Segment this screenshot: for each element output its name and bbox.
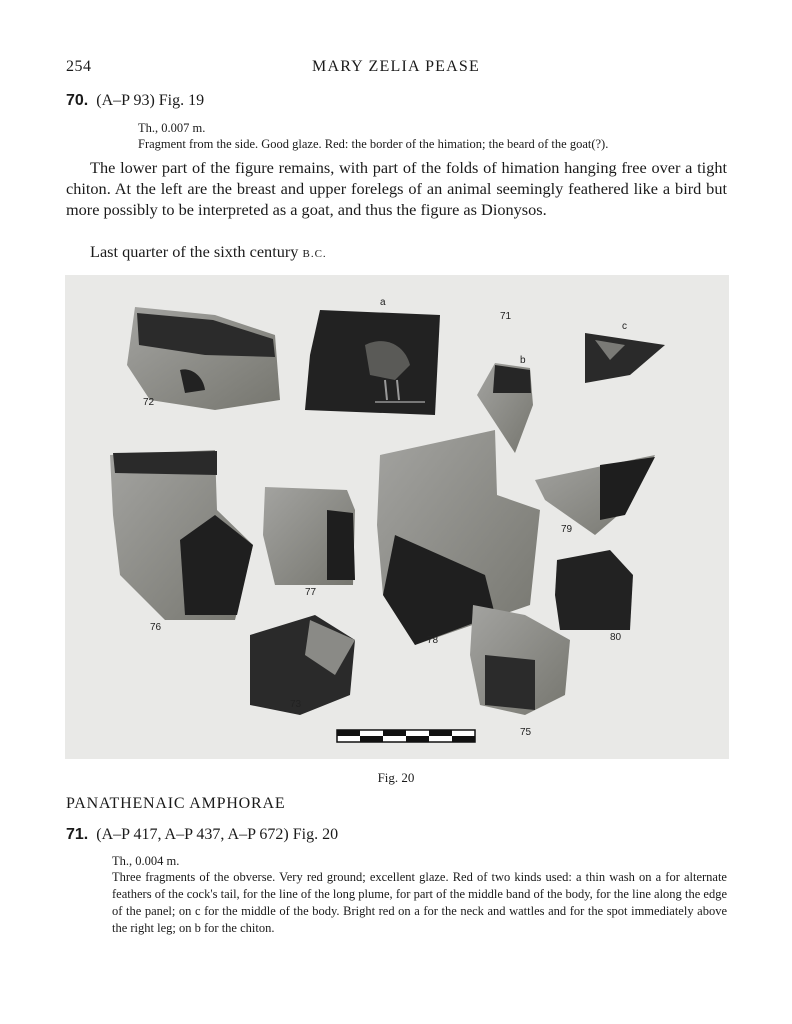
- section-title: PANATHENAIC AMPHORAE: [66, 795, 286, 812]
- entry-70-thickness: Th., 0.007 m.: [138, 121, 206, 135]
- label-71: 71: [500, 311, 512, 322]
- date-text: Last quarter of the sixth century: [90, 242, 299, 261]
- entry-70-number: 70.: [66, 92, 89, 109]
- fragment-72: [127, 307, 280, 410]
- entry-70-paragraph: The lower part of the figure remains, with part of the folds of himation hanging free over a tight chiton. At the left are the breast and upper forelegs of an animal seemingly feathered like a bird but more possibly to be interpreted as a goat, and thus the figure as Dionysos.: [66, 158, 727, 219]
- entry-71-thickness: Th., 0.004 m.: [112, 854, 180, 868]
- fragments-drawing: [65, 275, 729, 759]
- fragment-78: [377, 430, 540, 645]
- fragment-c: [585, 333, 665, 383]
- label-75: 75: [520, 727, 532, 738]
- entry-70-ref: (A–P 93) Fig. 19: [96, 92, 205, 109]
- entry-71-heading: [66, 826, 338, 844]
- label-76: 76: [150, 622, 162, 633]
- page-number: 254: [66, 58, 92, 75]
- label-b: b: [520, 355, 526, 366]
- fragment-76: [110, 450, 253, 620]
- label-78: 78: [427, 635, 439, 646]
- label-c: c: [622, 321, 627, 332]
- entry-70-heading: [66, 92, 204, 110]
- label-72: 72: [143, 397, 155, 408]
- entry-71-number: 71.: [66, 826, 89, 843]
- label-79: 79: [561, 524, 573, 535]
- fragment-79: [535, 455, 655, 535]
- label-73: 73: [290, 699, 302, 710]
- entry-71-ref: (A–P 417, A–P 437, A–P 672) Fig. 20: [96, 826, 339, 843]
- figure-caption: Fig. 20: [377, 770, 415, 785]
- fragment-80: [555, 550, 633, 630]
- fragment-77: [263, 487, 355, 585]
- entry-70-date: [66, 241, 727, 265]
- label-77: 77: [305, 587, 317, 598]
- label-a: a: [380, 297, 386, 308]
- scale-bar: [337, 730, 475, 742]
- label-80: 80: [610, 632, 622, 643]
- fragment-a: [305, 310, 440, 415]
- date-era: B.C.: [302, 248, 327, 260]
- entry-71-note: Three fragments of the obverse. Very red ground; excellent glaze. Red of two kinds used: a thin wash on a for alternate feathers of the cock's tail, for the line of the long plume, for part of the middle band of the body, for the line along the edge of the panel; on c for the middle of the body. Bright red on a for the neck and wattles and for the spot immediately above the right leg; on b for the chiton.: [112, 870, 727, 935]
- fragment-75: [470, 605, 570, 715]
- fragments-photograph: [65, 275, 729, 759]
- fragment-73: [250, 615, 355, 715]
- entry-70-note: Fragment from the side. Good glaze. Red: the border of the himation; the beard of the goat(?).: [138, 137, 609, 151]
- running-head: MARY ZELIA PEASE: [312, 58, 480, 75]
